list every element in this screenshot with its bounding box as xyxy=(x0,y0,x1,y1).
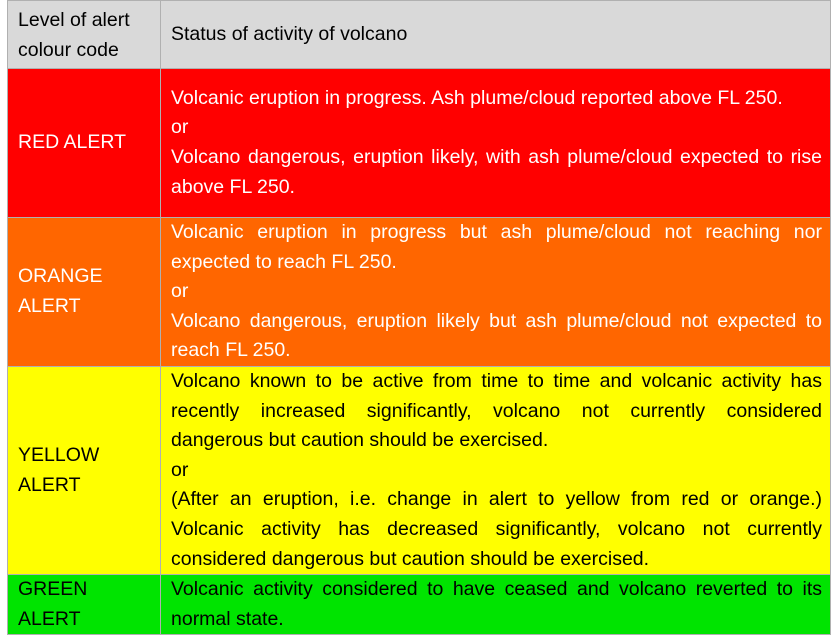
status-text: Volcano known to be active from time to time and volcanic activity has recently increased significantly, volcano not currently considered dangerous but caution should be exercised. xyxy=(171,370,822,452)
table-row-red-alert xyxy=(8,69,831,218)
status-cell-red xyxy=(161,69,831,218)
status-text: Volcanic eruption in progress. Ash plume/cloud reported above FL 250. xyxy=(171,86,783,109)
status-separator: or xyxy=(171,280,189,303)
status-text: (After an eruption, i.e. change in alert to yellow from red or orange.) Volcanic activity has decreased significantly, volcano not currently considered dangerous but caution should be exercised. xyxy=(171,488,822,570)
status-cell-green xyxy=(161,575,831,635)
volcano-alert-table xyxy=(7,0,831,635)
header-row xyxy=(8,1,831,69)
level-cell-red: RED ALERT xyxy=(8,69,161,218)
level-cell-green: GREEN ALERT xyxy=(8,575,161,635)
status-separator: or xyxy=(171,458,189,481)
status-text: Volcanic eruption in progress but ash plume/cloud not reaching nor expected to reach FL 250. xyxy=(171,221,822,273)
header-status: Status of activity of volcano xyxy=(161,1,831,69)
status-cell-orange xyxy=(161,218,831,367)
header-level: Level of alert colour code xyxy=(8,1,161,69)
status-separator: or xyxy=(171,116,189,139)
status-text: Volcanic activity considered to have ceased and volcano reverted to its normal state. xyxy=(171,578,822,630)
table-row-yellow-alert xyxy=(8,367,831,575)
level-cell-orange: ORANGE ALERT xyxy=(8,218,161,367)
table-row-orange-alert xyxy=(8,218,831,367)
level-cell-yellow: YELLOW ALERT xyxy=(8,367,161,575)
status-cell-yellow xyxy=(161,367,831,575)
table-row-green-alert xyxy=(8,575,831,635)
status-text: Volcano dangerous, eruption likely but ash plume/cloud not expected to reach FL 250. xyxy=(171,309,822,362)
status-text: Volcano dangerous, eruption likely, with ash plume/cloud expected to rise above FL 250. xyxy=(171,146,822,198)
